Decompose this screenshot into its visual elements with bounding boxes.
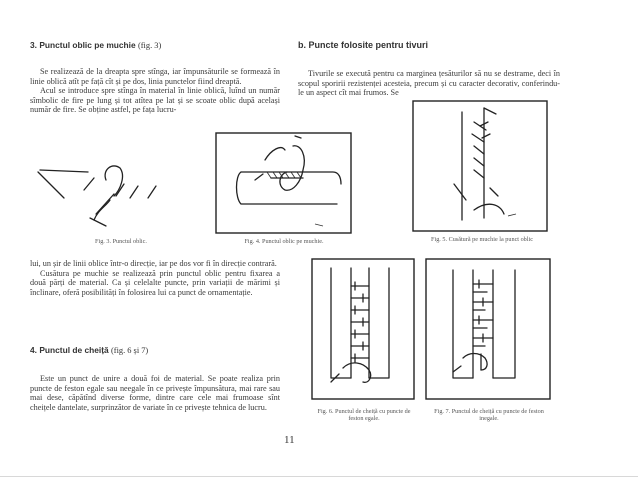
section-3-title: Punctul oblic pe muchie [39,40,136,50]
section-b-letter: b. [298,40,306,50]
section-b-paragraph [298,69,560,98]
figure-5-caption: Fig. 5. Cusătură pe muchie la punct oblic [431,236,533,243]
page-bottom-edge [0,476,638,477]
section-3-heading [30,40,161,50]
figure-3-oblique-stitch [28,150,203,230]
figure-3-caption: Fig. 3. Punctul oblic. [95,238,147,245]
section-b-title: Puncte folosite pentru tivuri [308,40,429,50]
section-b-heading [298,40,428,50]
figure-7-caption: Fig. 7. Punctul de cheiță cu puncte de feston inegale. [434,408,544,422]
paragraph: lui, un șir de linii oblice într-o direcție, iar pe dos vor fi în direcție contrară. [30,259,277,268]
section-4-number: 4. [30,345,37,355]
figure-6-caption: Fig. 6. Punctul de cheiță cu puncte de feston egale. [317,408,411,422]
section-4-figref: (fig. 6 și 7) [111,346,149,355]
section-4-heading [30,345,148,355]
figure-4-oblique-edge-stitch [215,132,352,234]
paragraph: Cusătura pe muchie se realizează prin punctul oblic pentru fixarea a două părți de material. Ca și celelalte puncte, prin variații de mărimi și înclinare, oferă posibilități în folosirea lui ca punct de ornamentație. [30,268,280,297]
section-3-paragraph-1 [30,67,280,115]
paragraph: Este un punct de unire a două foi de material. Se poate realiza prin puncte de feston egale sau neegale în ce privește împunsătura, mai rare sau mai dese, căpătînd diverse forme, dintre care cele mai frumoase sînt cheițele dantelate, surprinzător de variate în ce privește tehnica de lucru. [30,374,280,412]
figure-5-edge-seam [412,100,548,232]
figure-6-tack-stitch-equal [311,258,415,400]
section-4-paragraph [30,374,280,412]
figure-4-caption: Fig. 4. Punctul oblic pe muchie. [244,238,324,245]
paragraph: Tivurile se execută pentru ca marginea țesăturilor să nu se destrame, deci în scopul sporirii rezistenței acesteia, precum și cu caracter decorativ, conferindu-le un aspect cît mai frumos. Se [298,69,560,98]
section-3-paragraph-2 [30,259,280,297]
section-3-number: 3. [30,40,37,50]
section-4-title: Punctul de cheiță [39,345,109,355]
section-3-figref: (fig. 3) [137,41,162,50]
paragraph: Acul se introduce spre stînga în material în linie oblică, luînd un număr sîmbolic de fire pe lung și tot atîtea pe lat și se scoate oblic după același număr de fire. Se obține astfel, pe fața lucru- [30,86,280,115]
paragraph: Se realizează de la dreapta spre stînga, iar împunsăturile se formează în linie oblică atît pe față cît și pe dos, linia punctelor fiind dreaptă. [30,67,280,86]
figure-7-tack-stitch-unequal [425,258,551,400]
page-number: 11 [284,434,295,446]
